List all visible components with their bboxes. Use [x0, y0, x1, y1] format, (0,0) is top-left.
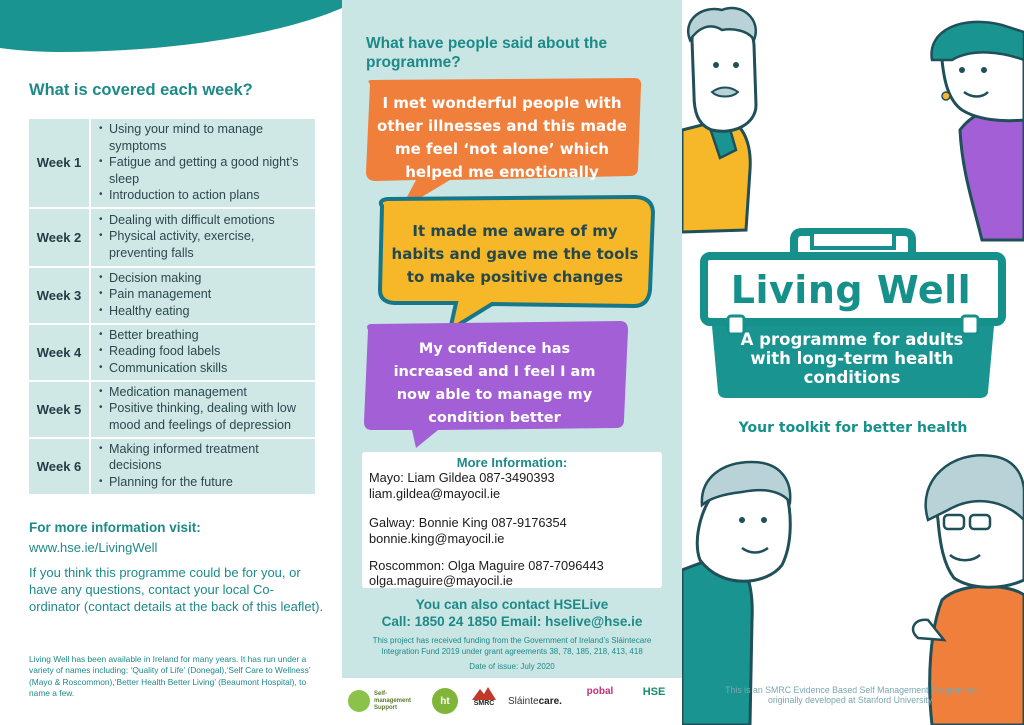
- people-icon: [348, 690, 370, 712]
- week-label: Week 6: [29, 439, 91, 494]
- table-row: [29, 325, 315, 380]
- weekly-topics-heading: What is covered each week?: [29, 81, 253, 99]
- history-note: Living Well has been available in Ireland for many years. It has run under a variety of names including: ‘Quality of Life’ (Donegal),‘Self Care to Wellness’ (Mayo & Roscommon),‘Better Health Better Living’ (Beaumont Hospital), to name a few.: [29, 654, 311, 699]
- list-item: • Reading food labels: [99, 343, 311, 360]
- week-label: Week 3: [29, 268, 91, 323]
- contact-roscommon-email[interactable]: olga.maguire@mayocil.ie: [369, 573, 513, 588]
- list-item: • Decision making: [99, 270, 311, 287]
- list-item: • Introduction to action plans: [99, 187, 311, 204]
- left-panel: [0, 0, 342, 725]
- self-management-support-logo: Self-management Support: [348, 686, 418, 716]
- list-item: • Fatigue and getting a good night’s sleep: [99, 154, 311, 187]
- list-item: • Positive thinking, dealing with low mood and feelings of depression: [99, 400, 311, 433]
- teal-swoosh-decoration: [0, 0, 342, 60]
- hselive-heading: You can also contact HSELive: [415, 597, 609, 612]
- hse-logo: HSE: [642, 686, 666, 698]
- list-item: • Physical activity, exercise, preventing falls: [99, 228, 311, 261]
- weekly-topics-table: [29, 117, 315, 496]
- funding-note: This project has received funding from the Government of Ireland’s Sláintecare Integration Fund 2019 under grant agreements 38, 78, 185, 218, 413, 418: [372, 636, 652, 656]
- more-info-heading: For more information visit:: [29, 520, 201, 535]
- list-item: • Planning for the future: [99, 474, 311, 491]
- cover-tagline: Your toolkit for better health: [738, 420, 968, 436]
- more-info-link[interactable]: www.hse.ie/LivingWell: [29, 540, 158, 555]
- man-mustache-illustration: [682, 8, 756, 232]
- week-label: Week 1: [29, 119, 91, 207]
- hselive-contact[interactable]: Call: 1850 24 1850 Email: hselive@hse.ie: [381, 614, 643, 629]
- table-row: [29, 119, 315, 207]
- woman-illustration: [932, 22, 1024, 240]
- ht-logo: ht: [432, 686, 460, 716]
- smrc-note: This is an SMRC Evidence Based Self Management Programme originally developed at Stanford University.: [725, 685, 977, 705]
- testimonial-quote: It made me aware of my habits and gave me the tools to make positive changes: [391, 222, 639, 286]
- week-label: Week 2: [29, 209, 91, 266]
- week-label: Week 4: [29, 325, 91, 380]
- list-item: • Using your mind to manage symptoms: [99, 121, 311, 154]
- smrc-logo: SMRC: [470, 686, 498, 716]
- testimonial-quote: I met wonderful people with other illnesses and this made me feel ‘not alone’ which helped me emotionally: [377, 94, 627, 181]
- table-row: [29, 439, 315, 494]
- list-item: • Healthy eating: [99, 303, 311, 320]
- list-item: • Dealing with difficult emotions: [99, 212, 311, 229]
- week-label: Week 5: [29, 382, 91, 437]
- middle-panel: [342, 0, 682, 725]
- table-row: [29, 382, 315, 437]
- list-item: • Medication management: [99, 384, 311, 401]
- contact-heading: More Information:: [456, 455, 568, 470]
- pobal-logo: pobal: [586, 686, 614, 697]
- slaintecare-logo: Sláinte care.: [508, 695, 562, 707]
- table-row: [29, 268, 315, 323]
- more-info-text: If you think this programme could be for you, or have any questions, contact your local Co-ordinator (contact details at the back of this leaflet).: [29, 565, 324, 614]
- right-panel-cover: [682, 0, 1024, 725]
- mountain-icon: [472, 686, 496, 700]
- sponsor-logo-bar: [342, 678, 682, 725]
- contact-galway-email[interactable]: bonnie.king@mayocil.ie: [369, 531, 505, 546]
- testimonials-heading: What have people said about the programme?: [366, 35, 608, 71]
- contact-mayo: Mayo: Liam Gildea 087-3490393: [369, 470, 555, 485]
- issue-date: Date of issue: July 2020: [469, 662, 555, 671]
- table-row: [29, 209, 315, 266]
- contact-info-box: [362, 452, 662, 588]
- contact-mayo-email[interactable]: liam.gildea@mayocil.ie: [369, 486, 501, 501]
- cover-title: Living Well: [730, 268, 972, 312]
- list-item: • Better breathing: [99, 327, 311, 344]
- contact-roscommon: Roscommon: Olga Maguire 087-7096443: [369, 558, 604, 573]
- list-item: • Making informed treatment decisions: [99, 441, 311, 474]
- list-item: • Communication skills: [99, 360, 311, 377]
- testimonial-quote: My confidence has increased and I feel I am now able to manage my condition better: [393, 341, 596, 426]
- contact-galway: Galway: Bonnie King 087-9176354: [369, 515, 567, 530]
- cover-subtitle: A programme for adults with long-term health conditions: [740, 330, 964, 387]
- list-item: • Pain management: [99, 286, 311, 303]
